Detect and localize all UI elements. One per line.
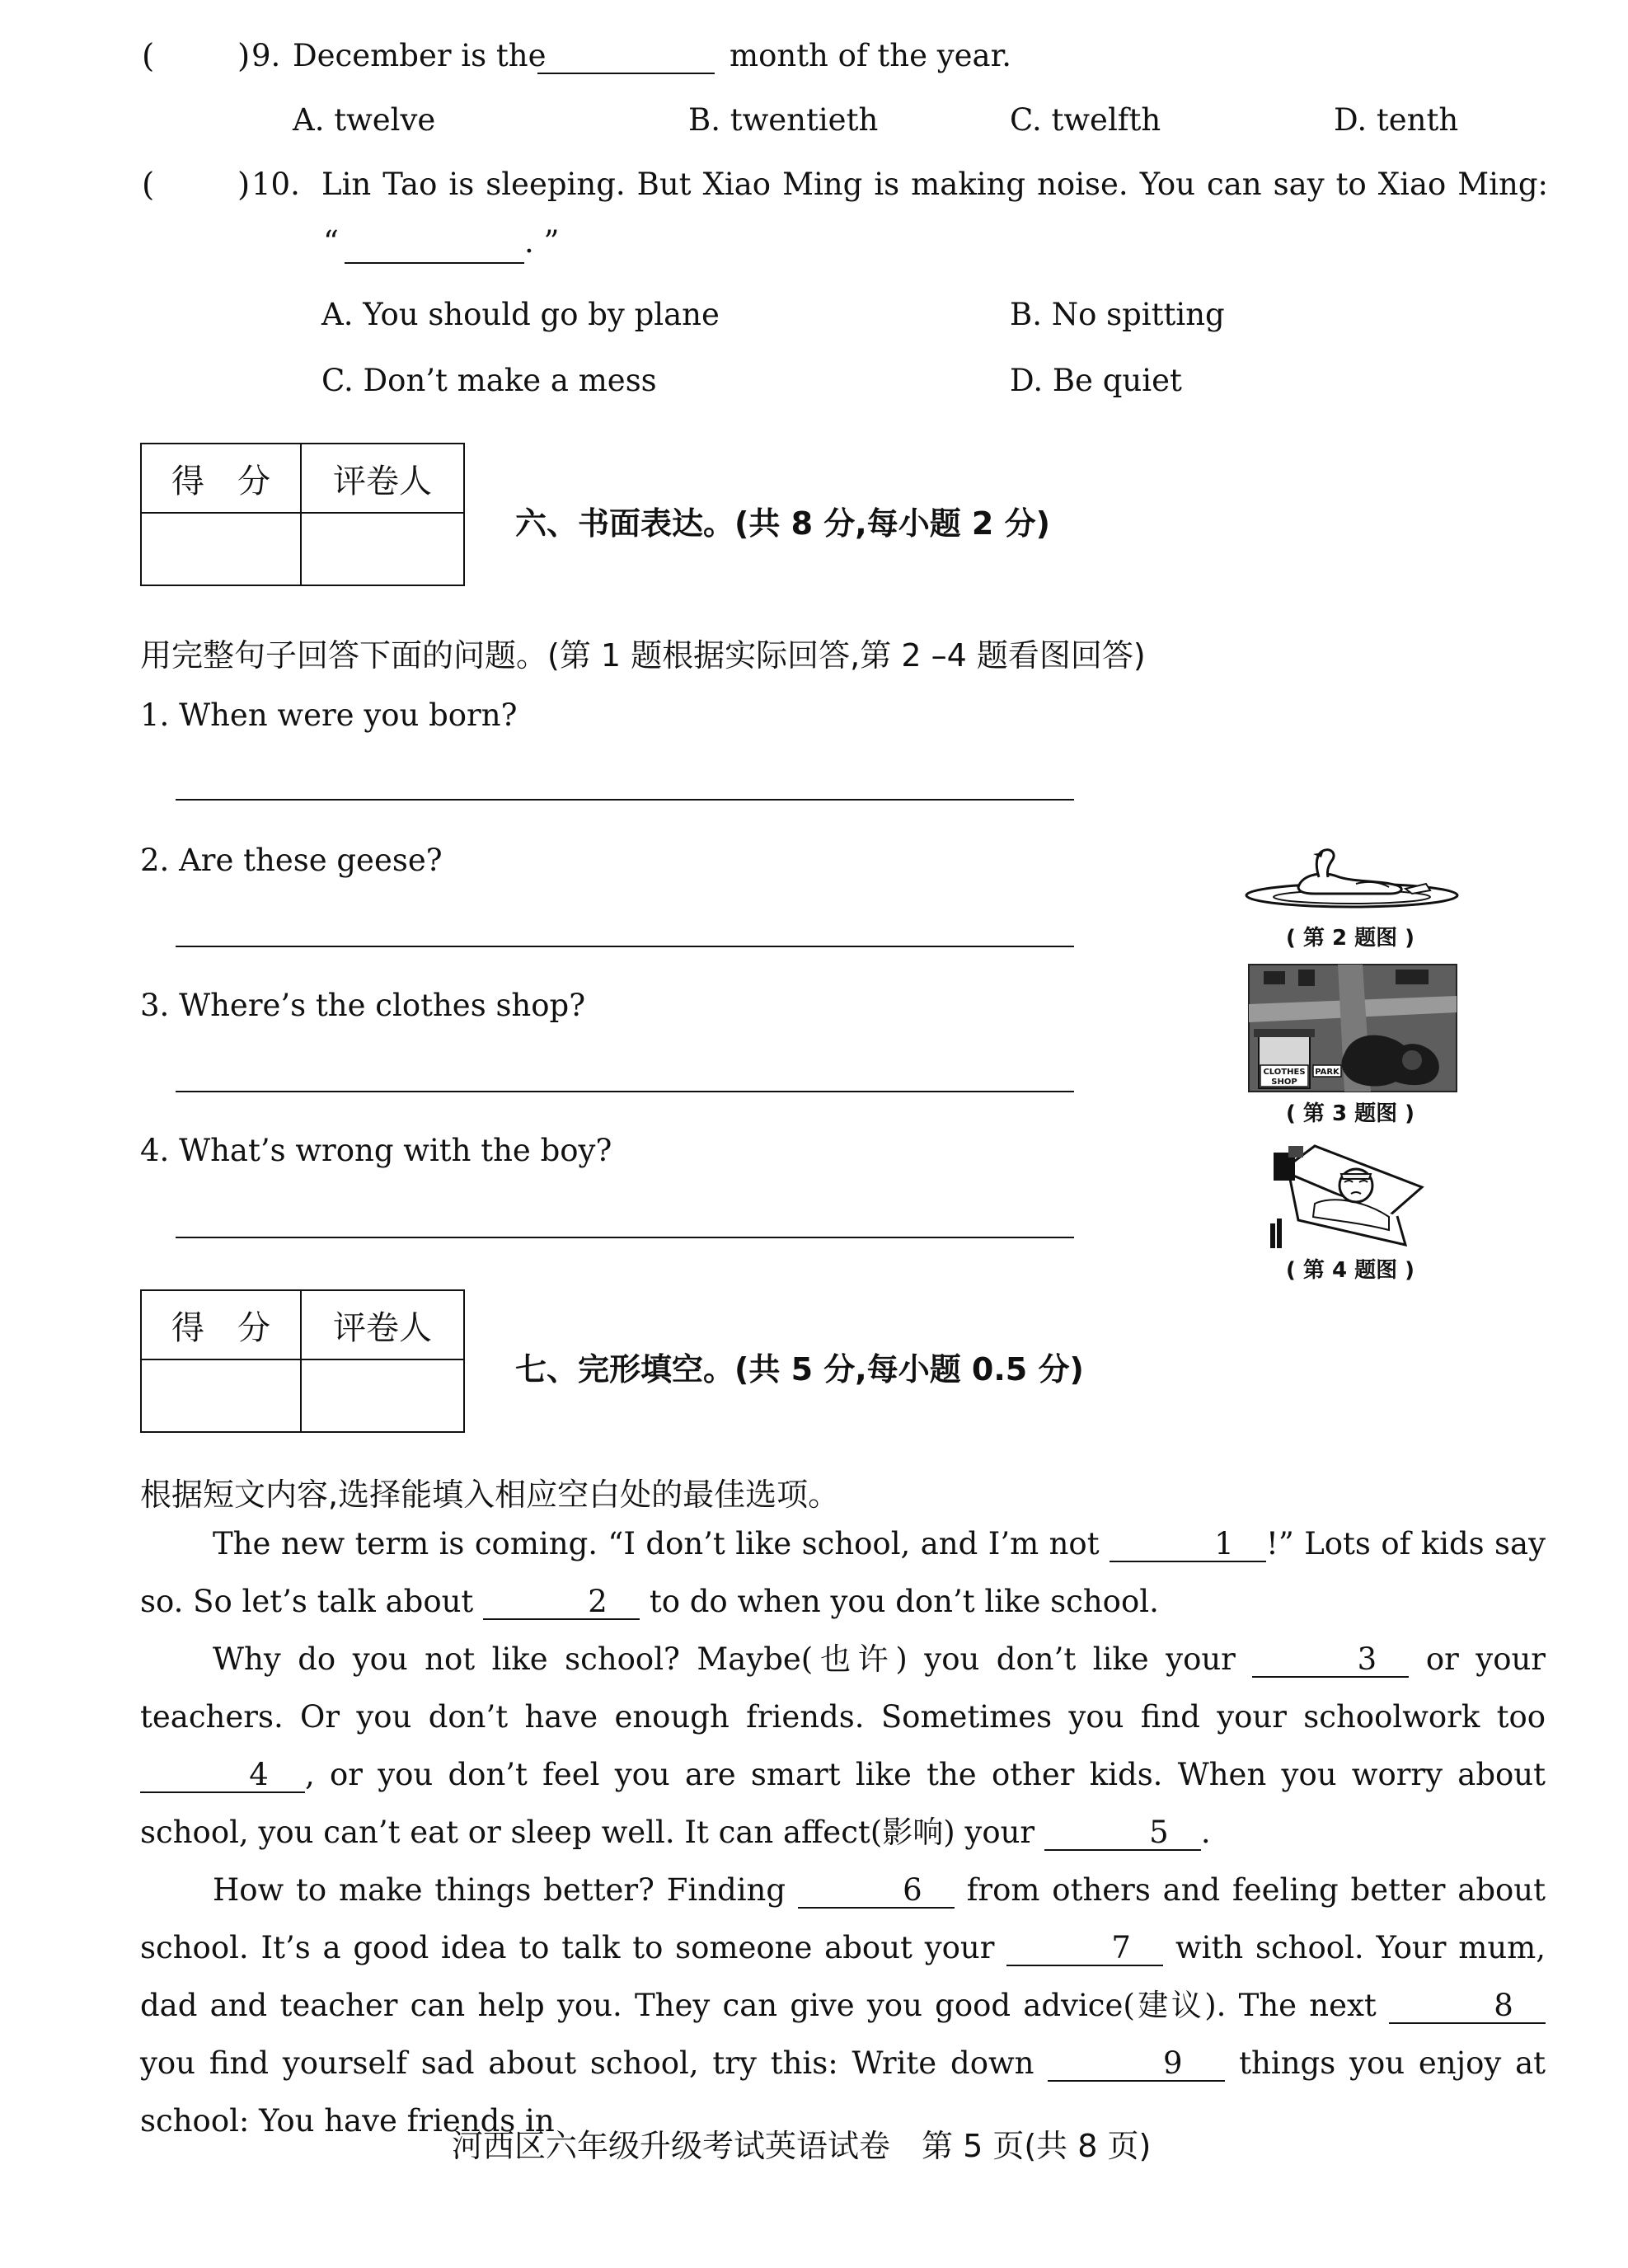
q10-paren-close: ): [237, 167, 251, 204]
cloze-blank-4[interactable]: 4: [140, 1759, 305, 1793]
q10-option-b[interactable]: B. No spitting: [1010, 297, 1225, 332]
grader-label: 评卷人: [301, 1290, 464, 1359]
q10-quote-open: “: [323, 224, 339, 260]
cloze-paragraph-1: [140, 1515, 1546, 1631]
cloze-blank-2[interactable]: 2: [483, 1585, 640, 1620]
q10-blank[interactable]: [345, 231, 524, 264]
q9-option-b[interactable]: B. twentieth: [688, 102, 879, 138]
section7-instruction: 根据短文内容,选择能填入相应空白处的最佳选项。: [140, 1477, 840, 1513]
score-label: 得 分: [141, 1290, 301, 1359]
p3-text-a: How to make things better? Finding: [213, 1872, 786, 1908]
page-footer: 河西区六年级升级考试英语试卷 第 5 页(共 8 页): [452, 2128, 1152, 2164]
goose-image: [1241, 839, 1463, 913]
section7-title: 七、完形填空。(共 5 分,每小题 0.5 分): [515, 1351, 1084, 1388]
score-label: 得 分: [141, 444, 301, 513]
q9-paren-open: (: [142, 38, 155, 75]
map-label-clothes: CLOTHES: [1263, 1068, 1306, 1077]
q9-number: 9.: [251, 38, 281, 73]
cloze-blank-9[interactable]: 9: [1048, 2047, 1225, 2082]
fig2-caption: ( 第 2 题图 ): [1286, 926, 1415, 951]
q9-paren-close: ): [237, 38, 251, 75]
cloze-blank-5[interactable]: 5: [1044, 1816, 1201, 1851]
q9-stem-after: month of the year.: [730, 38, 1011, 73]
section6-instruction: 用完整句子回答下面的问题。(第 1 题根据实际回答,第 2 –4 题看图回答): [140, 637, 1146, 674]
q10-option-d[interactable]: D. Be quiet: [1010, 363, 1182, 398]
section6-score-table: [140, 443, 465, 586]
s6-question-2: 2. Are these geese?: [140, 843, 443, 878]
s6-answer-line-2[interactable]: [176, 946, 1074, 947]
q10-stem: Lin Tao is sleeping. But Xiao Ming is making noise. You can say to Xiao Ming:: [321, 167, 1548, 202]
sick-boy-image: [1265, 1138, 1430, 1253]
section6-title: 六、书面表达。(共 8 分,每小题 2 分): [515, 505, 1050, 542]
p3-text-c: from others and feeling better about school. It’s a good idea to talk to someone about your: [140, 1872, 1546, 1965]
fig4-caption: ( 第 4 题图 ): [1286, 1258, 1415, 1283]
s6-answer-line-3[interactable]: [176, 1091, 1074, 1092]
cloze-paragraph-3: [140, 1862, 1546, 2150]
section7-score-table: [140, 1289, 465, 1433]
grader-cell[interactable]: [301, 513, 464, 585]
p1-text-c: !” Lots of kids say so. So let’s talk about: [140, 1526, 1546, 1619]
grader-label: 评卷人: [301, 444, 464, 513]
cloze-blank-3[interactable]: 3: [1252, 1643, 1409, 1678]
s6-question-4: 4. What’s wrong with the boy?: [140, 1133, 612, 1168]
p3-text-d: with school. Your mum, dad and teacher can help you. They can give you good advice(建议). The next: [140, 1930, 1546, 2023]
q9-option-a[interactable]: A. twelve: [293, 102, 436, 138]
p1-text-d: to do when you don’t like school.: [649, 1584, 1159, 1619]
s6-answer-line-1[interactable]: [176, 799, 1074, 801]
score-cell[interactable]: [141, 1359, 301, 1432]
cloze-blank-8[interactable]: 8: [1389, 1989, 1546, 2024]
score-cell[interactable]: [141, 513, 301, 585]
map-image: [1247, 963, 1458, 1093]
p2-text-a: Why do you not like school? Maybe(也许) you don’t like your: [213, 1641, 1236, 1677]
cloze-paragraph-2: [140, 1631, 1546, 1862]
map-label-shop: SHOP: [1271, 1078, 1297, 1087]
p2-text-c: or your teachers. Or you don’t have enough friends. Sometimes you find your schoolwork too: [140, 1641, 1546, 1735]
q10-option-c[interactable]: C. Don’t make a mess: [321, 363, 657, 398]
s6-question-1: 1. When were you born?: [140, 697, 518, 733]
fig3-caption: ( 第 3 题图 ): [1286, 1101, 1415, 1126]
q10-option-a[interactable]: A. You should go by plane: [321, 297, 720, 332]
p3-text-f: things you enjoy at school: You have friends in: [140, 2045, 1546, 2139]
cloze-blank-1[interactable]: 1: [1110, 1528, 1266, 1562]
q9-blank[interactable]: [537, 41, 715, 74]
cloze-blank-7[interactable]: 7: [1006, 1932, 1163, 1966]
p3-text-e: you find yourself sad about school, try this: Write down: [140, 2045, 1035, 2081]
map-label-park: PARK: [1315, 1068, 1339, 1077]
q9-option-d[interactable]: D. tenth: [1334, 102, 1459, 138]
p2-text-d: , or you don’t feel you are smart like the other kids. When you worry about school, you can’t eat or sleep well. It can affect(影响) your: [140, 1757, 1546, 1850]
grader-cell[interactable]: [301, 1359, 464, 1432]
q10-paren-open: (: [142, 167, 155, 204]
p2-text-e: .: [1200, 1815, 1211, 1850]
q10-quote-close: . ”: [524, 224, 560, 260]
q10-number: 10.: [251, 167, 300, 202]
q9-option-c[interactable]: C. twelfth: [1010, 102, 1161, 138]
s6-answer-line-4[interactable]: [176, 1237, 1074, 1238]
cloze-blank-6[interactable]: 6: [798, 1874, 955, 1909]
q9-stem-before: December is the: [293, 38, 547, 73]
s6-question-3: 3. Where’s the clothes shop?: [140, 988, 586, 1023]
p1-text-a: The new term is coming. “I don’t like school, and I’m not: [213, 1526, 1100, 1561]
